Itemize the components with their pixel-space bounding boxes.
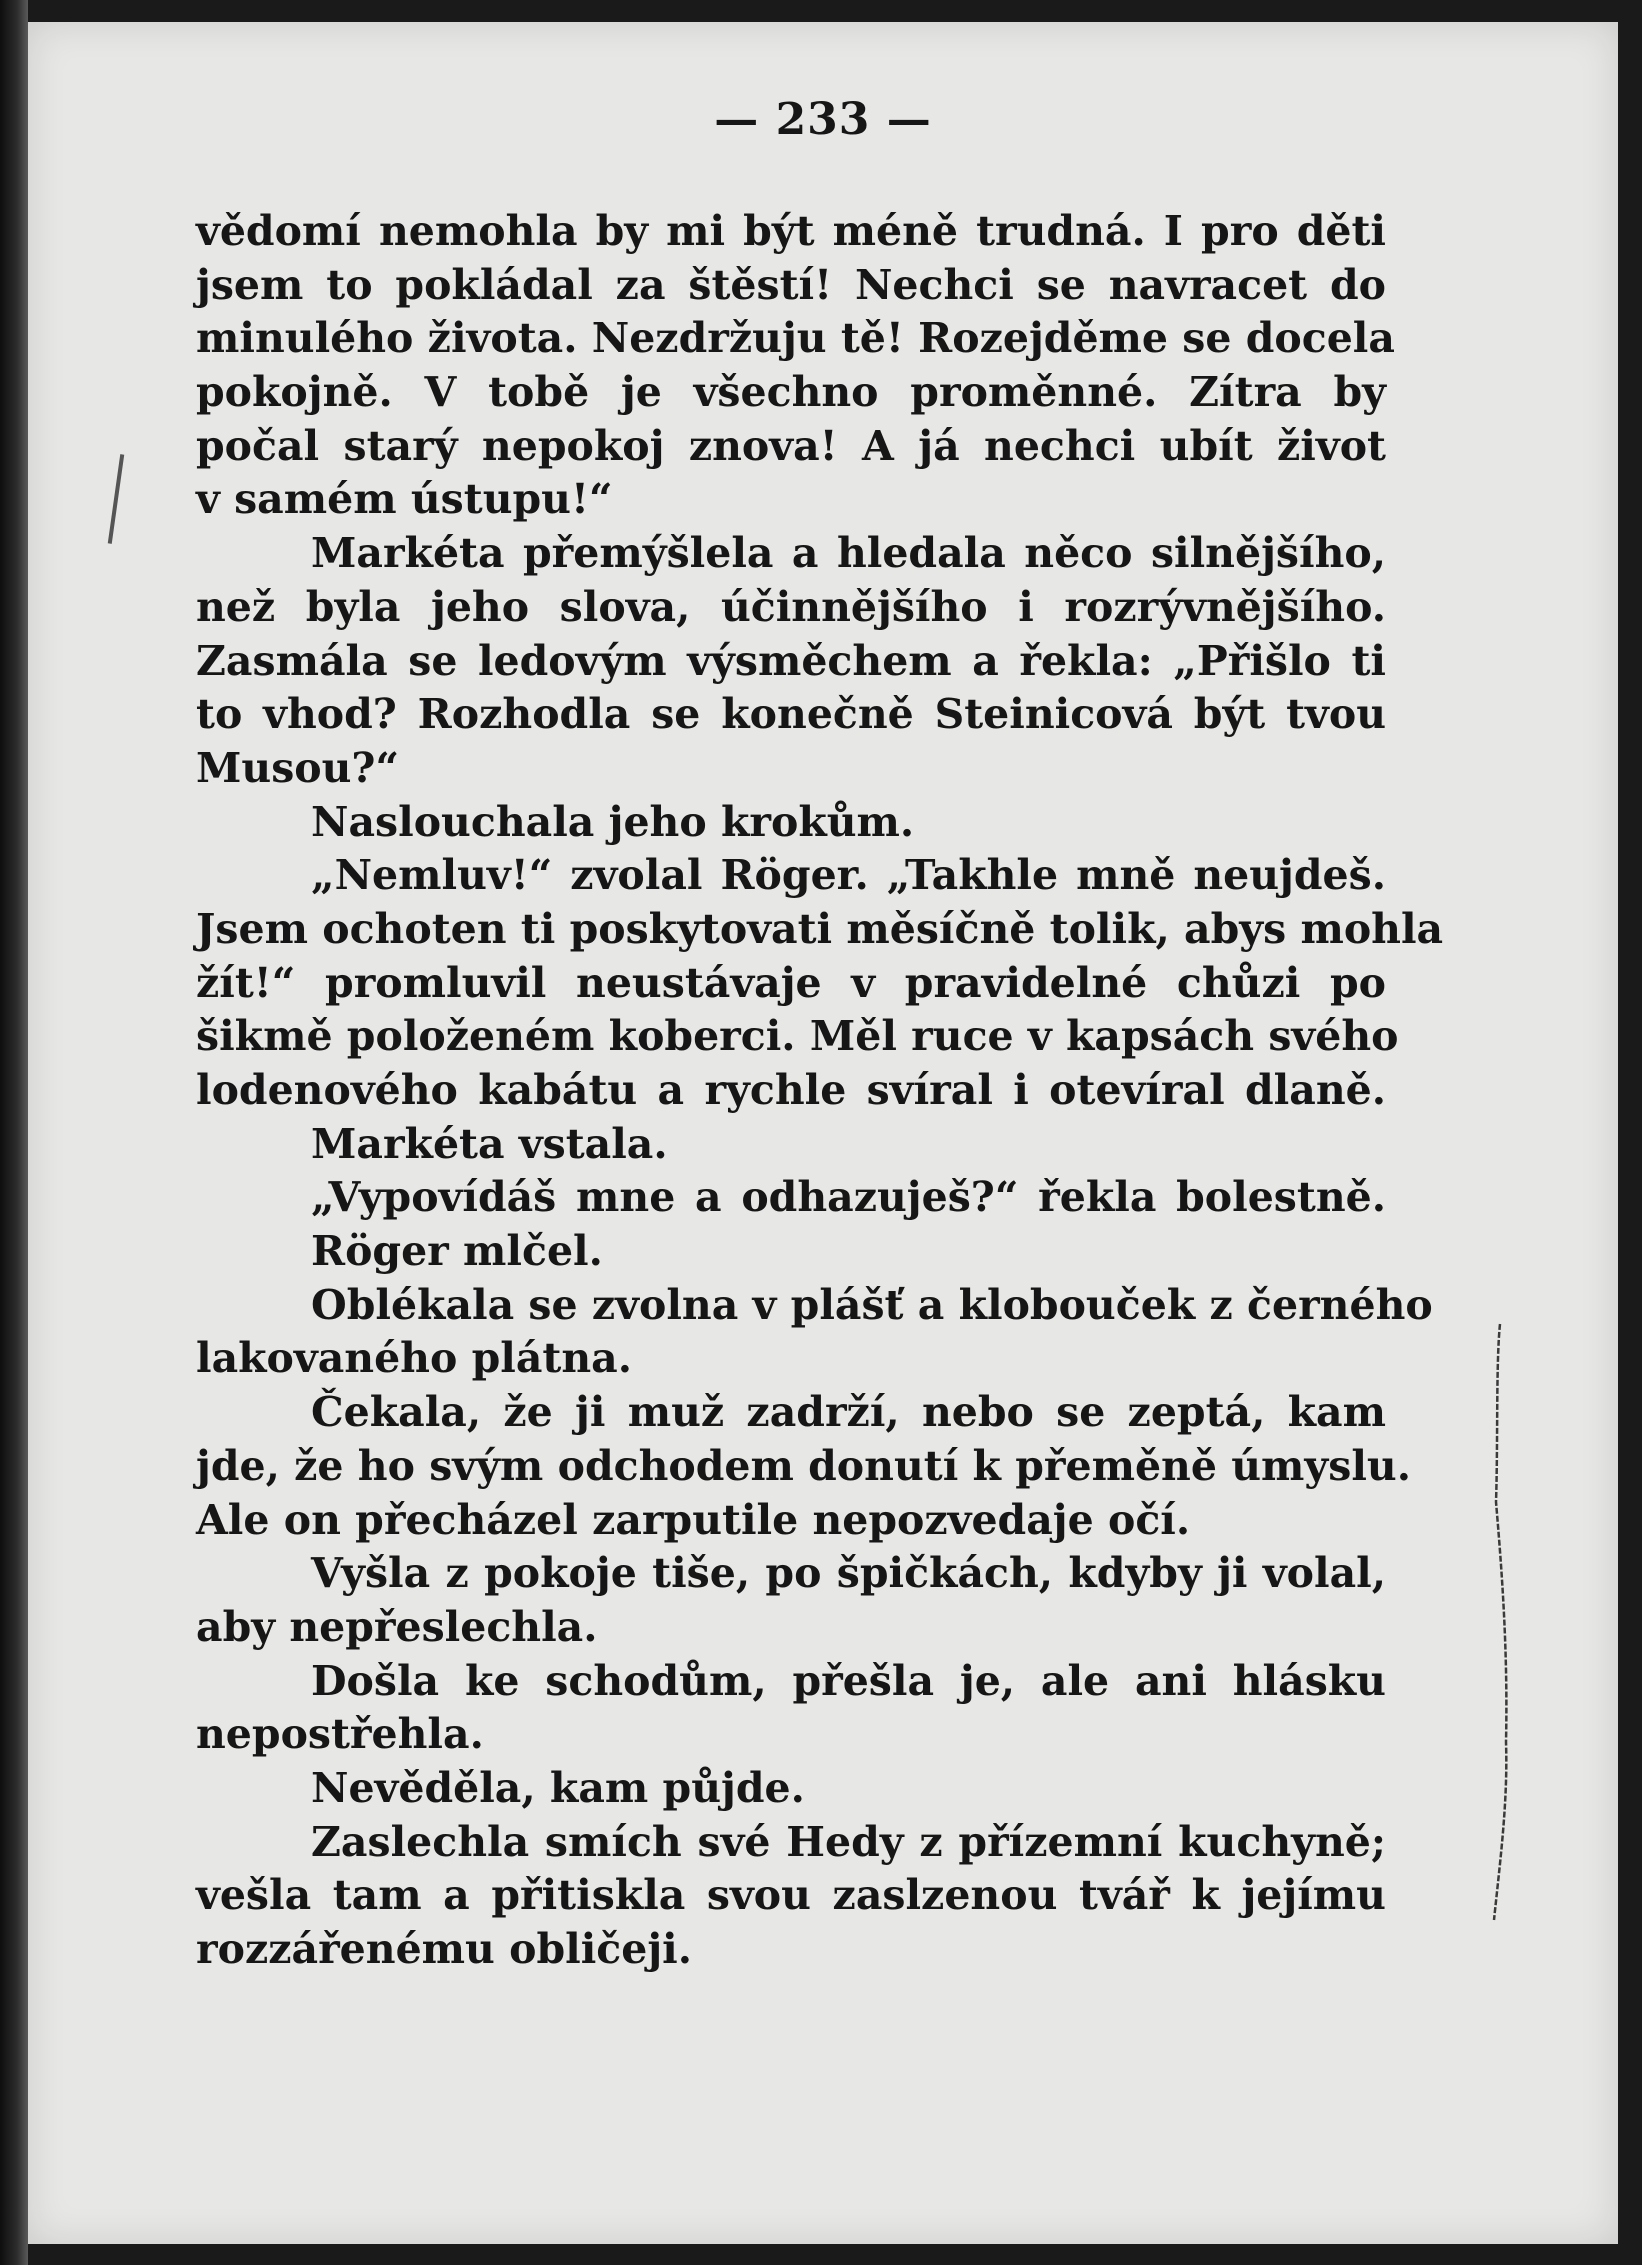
book-spine-edge	[0, 0, 28, 2265]
text-line: Naslouchala jeho krokům.	[311, 797, 915, 846]
text-line: Čekala, že ji muž zadrží, nebo se zeptá, kam	[311, 1388, 1386, 1437]
text-line: v samém ústupu!“	[196, 475, 613, 524]
page-number: — 233 —	[714, 94, 932, 145]
text-line: minulého života. Nezdržuju tě! Rozejděme se docela	[196, 314, 1395, 363]
margin-pencil-mark	[108, 454, 124, 544]
text-line: lakovaného plátna.	[196, 1334, 633, 1383]
text-line: žít!“ promluvil neustávaje v pravidelné chůzi po	[196, 958, 1386, 1007]
page-body-text	[196, 205, 1444, 1977]
text-line: šikmě položeném koberci. Měl ruce v kapsách svého	[196, 1012, 1399, 1061]
text-line: Röger mlčel.	[311, 1227, 603, 1276]
text-line: než byla jeho slova, účinnějšího i rozrývnějšího.	[196, 582, 1386, 631]
text-line: vědomí nemohla by mi být méně trudná. I pro děti	[196, 207, 1386, 255]
text-line: Markéta přemýšlela a hledala něco silnějšího,	[311, 529, 1386, 578]
text-line: Došla ke schodům, přešla je, ale ani hlásku	[311, 1656, 1386, 1705]
text-line: rozzářenému obličeji.	[196, 1925, 693, 1973]
text-line: Musou?“	[196, 743, 400, 792]
text-line: „Vypovídáš mne a odhazuješ?“ řekla bolestně.	[311, 1173, 1386, 1222]
text-line: Nevěděla, kam půjde.	[311, 1763, 805, 1812]
book-page	[28, 22, 1618, 2244]
text-line: pokojně. V tobě je všechno proměnné. Zítra by	[196, 368, 1386, 417]
text-line: to vhod? Rozhodla se konečně Steinicová být tvou	[196, 690, 1386, 739]
margin-bracket-mark	[1492, 1322, 1512, 1922]
text-line: nepostřehla.	[196, 1710, 484, 1759]
text-line: jde, že ho svým odchodem donutí k přeměně úmyslu.	[196, 1441, 1411, 1490]
text-line: jsem to pokládal za štěstí! Nechci se navracet do	[196, 260, 1386, 309]
text-line: Oblékala se zvolna v plášť a klobouček z černého	[311, 1280, 1433, 1329]
text-line: Jsem ochoten ti poskytovati měsíčně tolik, abys mohla	[196, 904, 1444, 953]
text-line: aby nepřeslechla.	[196, 1602, 598, 1651]
text-line: Vyšla z pokoje tiše, po špičkách, kdyby ji volal,	[311, 1549, 1386, 1598]
text-line: počal starý nepokoj znova! A já nechci ubít život	[196, 421, 1386, 470]
text-line: „Nemluv!“ zvolal Röger. „Takhle mně neujdeš.	[311, 851, 1386, 900]
text-line: lodenového kabátu a rychle svíral i otevíral dlaně.	[196, 1066, 1386, 1114]
text-line: Zaslechla smích své Hedy z přízemní kuchyně;	[311, 1817, 1386, 1866]
text-line: Markéta vstala.	[311, 1119, 668, 1168]
text-line: Ale on přecházel zarputile nepozvedaje očí.	[196, 1495, 1191, 1544]
text-line: Zasmála se ledovým výsměchem a řekla: „Přišlo ti	[196, 636, 1386, 685]
text-line: vešla tam a přitiskla svou zaslzenou tvář k jejímu	[196, 1871, 1386, 1920]
